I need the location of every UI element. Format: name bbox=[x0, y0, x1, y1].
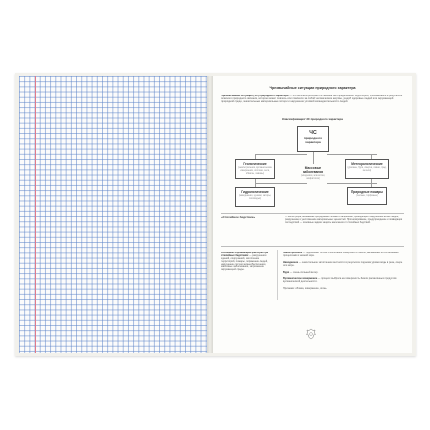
mass-disease-title: Массовые заболевания bbox=[302, 166, 324, 174]
grid-page bbox=[19, 76, 207, 353]
mass-disease-desc: (эпидемии, эпизоотии, эпифитотии) bbox=[301, 175, 325, 180]
term-volcano: Вулканическое извержение — процесс выброса на поверхность Земли раскалённых продуктов вулканической деятельности. bbox=[283, 277, 397, 284]
term-earthquake: Землетрясение — подземные толчки и колебания поверхности Земли, вызванные естественными процессами в земной коре. bbox=[283, 252, 399, 257]
coat-of-arms-icon bbox=[306, 328, 316, 340]
left-column-heading: Основные поражающие факторы при стихийных бедствиях bbox=[221, 252, 269, 257]
meteorological-desc: (ураганы, бури, смерчи, ливни, град, метели) bbox=[347, 167, 387, 172]
margin-line bbox=[35, 76, 36, 353]
center-title: ЧС bbox=[309, 130, 317, 136]
scheme-meteorological-box bbox=[345, 159, 389, 179]
scheme-geological-box bbox=[235, 159, 275, 179]
scheme-title: Классификация ЧС природного характера bbox=[282, 118, 343, 121]
right-column bbox=[283, 252, 404, 291]
scheme-hydrological-box bbox=[235, 187, 275, 207]
quote-heading: «Стихийное бедствие» bbox=[221, 216, 256, 219]
wildfires-desc: (лесные, торфяные) bbox=[356, 195, 378, 197]
quote-text: — катастрофа, вызванная природными силами и явлениями, приводящая к нарушению жизни людей, разрушению и уничтожению материальных ценностей. Прогнозирование, предупреждение и ликвидация последствий — основные задачи защиты населения от стихийных бедствий. bbox=[285, 216, 403, 224]
meteorological-title: Метеорологические bbox=[351, 162, 383, 166]
intro-lead: Чрезвычайная ситуация (ЧС) природного характера bbox=[221, 95, 289, 97]
left-column-text: — разрушения зданий, сооружений, затопление территорий, пожары, поражение людей, нарушение систем жизнеобеспечения, массовые заболевания, загрязнение окружающей среды. bbox=[221, 253, 268, 272]
term-storm: Буря — очень сильный ветер. bbox=[283, 270, 319, 274]
term-flood: Наводнение — значительное затопление местности в результате подъёма уровня воды в реке, озере или море. bbox=[283, 260, 403, 267]
hydrological-title: Гидрологические bbox=[241, 190, 269, 194]
scheme-mass-disease bbox=[295, 164, 331, 181]
geological-title: Геологические bbox=[243, 162, 267, 166]
left-column bbox=[221, 252, 271, 272]
divider bbox=[221, 246, 404, 247]
term-signs: Признаки: облака, извержение, огонь. bbox=[283, 287, 328, 291]
scheme-center-box bbox=[297, 126, 329, 152]
scheme-wildfires-box bbox=[347, 187, 387, 205]
center-subtitle: природного характера bbox=[303, 136, 323, 144]
info-page bbox=[213, 76, 412, 353]
intro-text: — это неблагоприятная обстановка на определённой территории, сложившаяся в результате опасного природного явления, которое может повлечь или повлекло за собой человеческие жертвы, ущерб здоровью людей или окружающей природной среде, значительные материальные потери и нарушение условий жизнедеятельности людей. bbox=[221, 95, 403, 103]
intro-paragraph bbox=[221, 95, 404, 104]
wildfires-title: Природные пожары bbox=[351, 190, 383, 194]
geological-desc: (землетрясения, вулканические извержения, оползни, сели, обвалы, лавины) bbox=[238, 167, 272, 175]
hydrological-desc: (наводнения, цунами, заторы, половодья) bbox=[239, 195, 271, 200]
divider bbox=[221, 213, 404, 214]
page-title: Чрезвычайные ситуации природного характера bbox=[269, 86, 356, 90]
